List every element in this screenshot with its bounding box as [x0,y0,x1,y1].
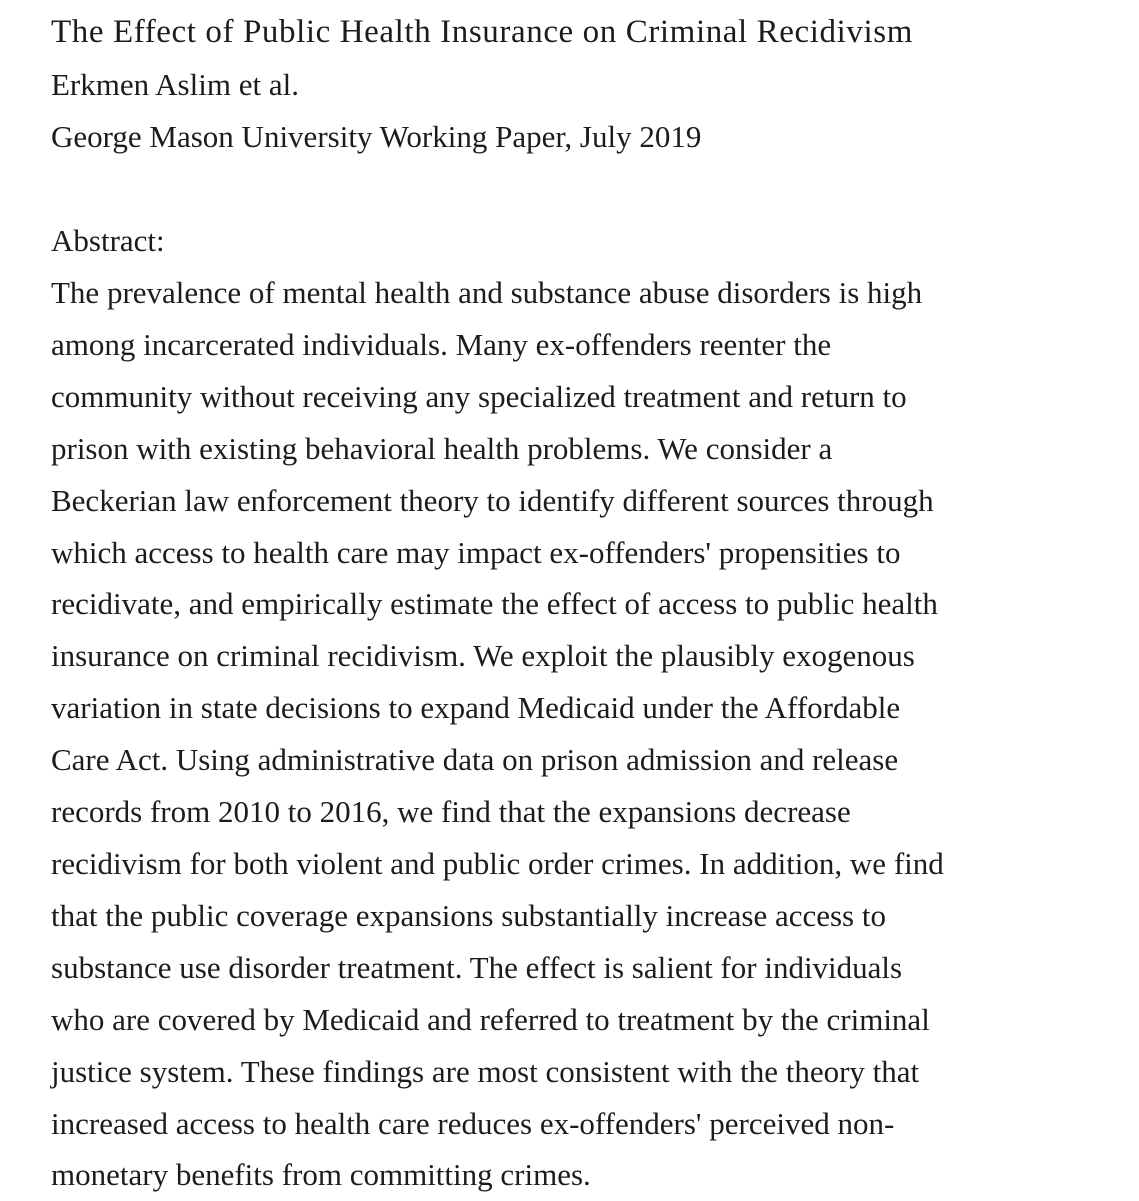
abstract-line: among incarcerated individuals. Many ex-offenders reenter the [51,326,832,362]
abstract-line: substance use disorder treatment. The effect is salient for individuals [51,949,903,985]
abstract-line: recidivate, and empirically estimate the effect of access to public health [51,586,938,622]
abstract-line: insurance on criminal recidivism. We exploit the plausibly exogenous [51,638,915,674]
abstract-line: The prevalence of mental health and substance abuse disorders is high [51,275,923,310]
abstract-line: community without receiving any specialized treatment and return to [51,378,907,414]
abstract-line: who are covered by Medicaid and referred to treatment by the criminal [51,1001,930,1037]
abstract-line: prison with existing behavioral health problems. We consider a [51,430,833,466]
abstract-line: increased access to health care reduces ex-offenders' perceived non- [51,1105,895,1141]
abstract-line: variation in state decisions to expand Medicaid under the Affordable [51,690,901,726]
abstract-line: records from 2010 to 2016, we find that the expansions decrease [51,794,851,830]
paper-venue: George Mason University Working Paper, July 2019 [51,119,702,154]
abstract-line: monetary benefits from committing crimes. [51,1157,591,1193]
abstract-line: justice system. These findings are most consistent with the theory that [51,1053,920,1089]
abstract-line: recidivism for both violent and public order crimes. In addition, we find [51,845,944,881]
abstract-body [51,267,1111,1201]
abstract-line: Beckerian law enforcement theory to identify different sources through [51,482,934,518]
abstract-line: which access to health care may impact ex-offenders' propensities to [51,534,901,570]
abstract-line: Care Act. Using administrative data on prison admission and release [51,742,899,778]
paper-title: The Effect of Public Health Insurance on Criminal Recidivism [51,14,913,50]
paper-authors: Erkmen Aslim et al. [51,67,299,102]
abstract-line: that the public coverage expansions substantially increase access to [51,897,886,933]
abstract-label: Abstract: [51,223,165,258]
